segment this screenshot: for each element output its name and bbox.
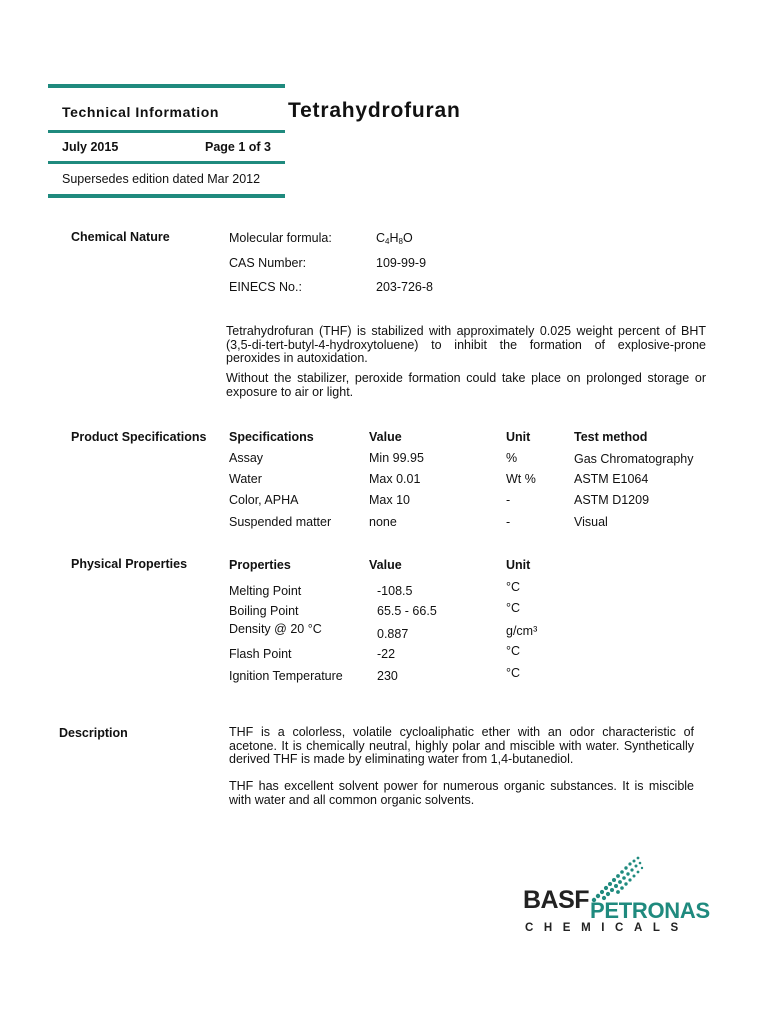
prop-boiling-value: 65.5 - 66.5 — [377, 604, 437, 618]
prop-header-unit: Unit — [506, 558, 531, 572]
header-rule-2 — [48, 130, 285, 133]
einecs-label: EINECS No.: — [229, 280, 302, 294]
prop-ignition-value: 230 — [377, 669, 398, 683]
spec-assay-name: Assay — [229, 451, 264, 465]
prop-flash-value: -22 — [377, 647, 396, 661]
spec-color-name: Color, APHA — [229, 493, 299, 507]
prop-melting-value: -108.5 — [377, 584, 413, 598]
document-title: Tetrahydrofuran — [288, 99, 461, 122]
prop-density-unit: g/cm³ — [506, 624, 538, 638]
prop-melting-name: Melting Point — [229, 584, 302, 598]
dot-swoosh-graphic — [590, 854, 650, 904]
molecular-formula-label: Molecular formula: — [229, 231, 332, 245]
logo-petronas-text: PETRONAS — [590, 898, 710, 923]
basf-petronas-logo — [520, 854, 710, 936]
spec-water-value: Max 0.01 — [369, 472, 421, 486]
prop-header-value: Value — [369, 558, 402, 572]
prop-header-properties: Properties — [229, 558, 291, 572]
section-chemical-nature: Chemical Nature — [71, 230, 170, 244]
cas-number-value: 109-99-9 — [376, 256, 427, 270]
spec-color-method: ASTM D1209 — [574, 493, 650, 507]
spec-suspended-unit: - — [506, 515, 511, 529]
spec-header-specifications: Specifications — [229, 430, 314, 444]
cas-number-label: CAS Number: — [229, 256, 307, 270]
peroxide-paragraph: Without the stabilizer, peroxide formation could take place on prolonged storage or exposure to air or light. — [226, 371, 706, 399]
edition-date: July 2015 — [62, 140, 119, 154]
spec-water-method: ASTM E1064 — [574, 472, 649, 486]
section-product-specifications: Product Specifications — [71, 430, 207, 444]
spec-header-test-method: Test method — [574, 430, 648, 444]
page-number: Page 1 of 3 — [205, 140, 271, 154]
prop-melting-unit: °C — [506, 580, 521, 594]
prop-density-value: 0.887 — [377, 627, 409, 641]
section-description: Description — [59, 726, 128, 740]
description-paragraph-1: THF is a colorless, volatile cycloaliphatic ether with an odor characteristic of acetone. It is chemically neutral, highly polar and miscible with water. Synthetically derived THF is made by eliminating water from 1,4-butanediol. — [229, 725, 694, 766]
prop-flash-name: Flash Point — [229, 647, 292, 661]
einecs-value: 203-726-8 — [376, 280, 433, 294]
spec-color-value: Max 10 — [369, 493, 410, 507]
spec-water-unit: Wt % — [506, 472, 536, 486]
molecular-formula-value: $C_4H_8O$ — [376, 231, 413, 246]
spec-suspended-name: Suspended matter — [229, 515, 332, 529]
prop-ignition-name: Ignition Temperature — [229, 669, 343, 683]
prop-density-name: Density @ 20 °C — [229, 622, 322, 636]
section-physical-properties: Physical Properties — [71, 557, 188, 571]
stabilizer-paragraph: Tetrahydrofuran (THF) is stabilized with approximately 0.025 weight percent of BHT (3,5-di-tert-butyl-4-hydroxytoluene) to inhibit the formation of explosive-prone peroxides in autoxidation. — [226, 324, 706, 365]
spec-assay-value: Min 99.95 — [369, 451, 424, 465]
spec-assay-method: Gas Chromatography — [574, 452, 694, 466]
prop-flash-unit: °C — [506, 644, 521, 658]
header-rule-bottom — [48, 194, 285, 198]
prop-ignition-unit: °C — [506, 666, 521, 680]
prop-boiling-unit: °C — [506, 601, 521, 615]
spec-header-value: Value — [369, 430, 402, 444]
spec-assay-unit: % — [506, 451, 518, 465]
header-label: Technical Information — [62, 104, 220, 120]
header-rule-3 — [48, 161, 285, 164]
spec-header-unit: Unit — [506, 430, 531, 444]
description-paragraph-2: THF has excellent solvent power for numerous organic substances. It is miscible with water and all common organic solvents. — [229, 779, 694, 807]
header-rule-top — [48, 84, 285, 88]
supersedes-note: Supersedes edition dated Mar 2012 — [62, 172, 261, 186]
logo-chemicals-text: CHEMICALS — [525, 922, 689, 934]
spec-suspended-value: none — [369, 515, 397, 529]
logo-basf-text: BASF — [523, 886, 590, 914]
spec-suspended-method: Visual — [574, 515, 608, 529]
spec-color-unit: - — [506, 493, 511, 507]
prop-boiling-name: Boiling Point — [229, 604, 299, 618]
spec-water-name: Water — [229, 472, 262, 486]
